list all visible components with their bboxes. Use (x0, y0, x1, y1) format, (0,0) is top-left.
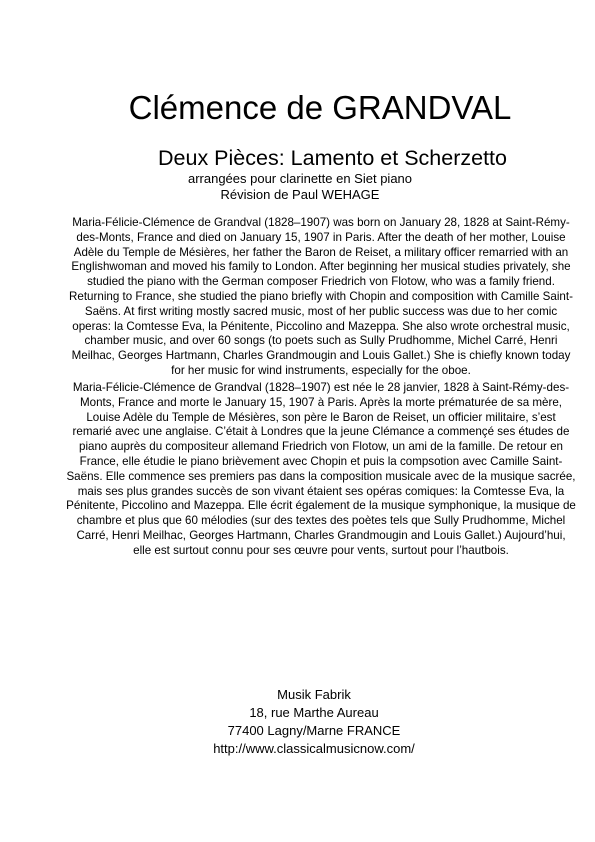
publisher-name: Musik Fabrik (277, 687, 351, 702)
publisher-address (0, 686, 595, 758)
publisher-url[interactable]: http://www.classicalmusicnow.com/ (213, 741, 415, 756)
biography-french: Maria-Félicie-Clémence de Grandval (1828–1907) est née le 28 janvier, 1828 à Saint-Rémy-des-Monts, France and morte le January 15, 1907 à Paris. Après la morte prématurée de sa mère, Louise Adèle du Temple de Mésières, son père le Baron de Reiset, un officier militaire, s’est remarié avec une anglaise. C’était à Londres que la jeune Clémance a commençé ses études de piano auprès du compositeur allemand Friedrich von Flotow, un ami de la famille. De retour en France, elle étudie le piano brièvement avec Chopin et puis la compsotion avec Camille Saint-Saëns. Elle commence ses premiers pas dans la composition musicale avec de la musique sacrée, mais ses plus grandes succès de son vivant étaient ses opéras comiques: la Comtesse Eva, la Pénitente, Piccolino and Mazeppa. Elle écrit également de la musique symphonique, la musique de chambre et plus que 60 mélodies (sur des textes des poètes tels que Sully Prudhomme, Michel Carré, Henri Meilhac, Georges Hartmann, Charles Grandmougin and Louis Gallet.) Aujourd’hui, elle est surtout connu pour ses œuvre pour vents, surtout pour l’hautbois. (66, 381, 576, 557)
publisher-street: 18, rue Marthe Aureau (249, 705, 379, 720)
revision-line: Révision de Paul WEHAGE (220, 187, 380, 202)
publisher-city: 77400 Lagny/Marne FRANCE (227, 723, 401, 738)
biography-english: Maria-Félicie-Clémence de Grandval (1828–1907) was born on January 28, 1828 at Saint-Rémy-des-Monts, France and died on January 15, 1907 in Paris. After the death of her mother, Louise Adèle du Temple de Mésières, her father the Baron de Reiset, a military officer remarried with an Englishwoman and moved his family to London. After beginning her musical studies privately, she studied the piano with the German composer Friedrich von Flotow, who was a family friend. Returning to France, she studied the piano briefly with Chopin and composition with Camille Saint-Saëns. At first writing mostly sacred music, most of her public success was due to her comic operas: la Comtesse Eva, la Pénitente, Piccolino and Mazeppa. She also wrote orchestral music, chamber music, and over 60 songs (to poets such as Sully Prudhomme, Michel Carré, Henri Meilhac, Georges Hartmann, Charles Grandmougin and Louis Gallet.) She is chiefly known today for her music for wind instruments, especially for the oboe. (69, 216, 573, 377)
composer-name: Clémence de GRANDVAL (128, 89, 512, 126)
piece-title: Deux Pièces: Lamento et Scherzetto (158, 146, 507, 170)
arrangement-line: arrangées pour clarinette en Siet piano (187, 171, 413, 186)
